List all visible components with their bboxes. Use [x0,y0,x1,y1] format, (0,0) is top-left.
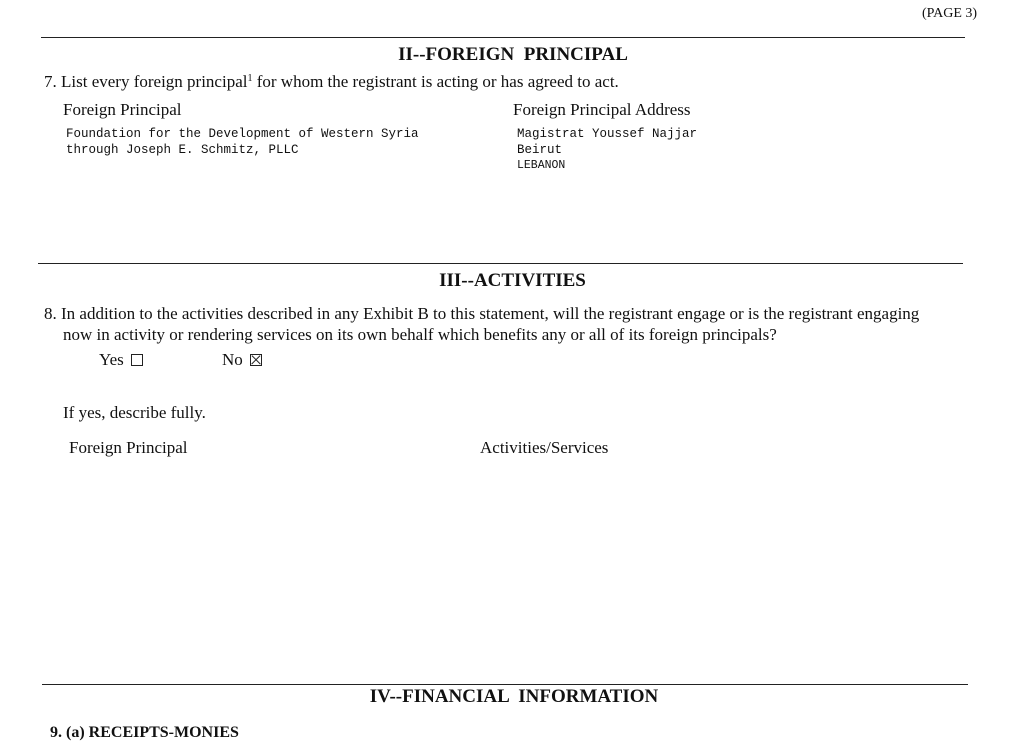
section4-top-rule [42,684,968,685]
page-number: (PAGE 3) [922,6,978,21]
question-7-text [61,72,619,91]
section3-title: III--ACTIVITIES [439,270,586,291]
question-9-partial: 9. (a) RECEIPTS-MONIES [50,724,239,741]
address-line: Magistrat Youssef Najjar [517,127,698,141]
no-checkbox[interactable] [250,354,262,366]
question-7 [44,72,619,92]
no-option[interactable] [222,350,262,370]
foreign-principal-header: Foreign Principal [63,100,182,119]
activities-principal-header: Foreign Principal [69,438,188,457]
activities-services-header: Activities/Services [480,438,609,457]
foreign-principal-address [517,126,697,174]
foreign-principal-address-header: Foreign Principal Address [513,100,691,119]
section4-title: IV--FINANCIAL INFORMATION [369,686,659,707]
section2-top-rule [41,37,965,38]
question-7-number: 7. [44,72,57,91]
yes-checkbox[interactable] [131,354,143,366]
question-7-text-start: List every foreign principal [61,72,248,91]
section2-title: II--FOREIGN PRINCIPAL [398,44,628,65]
yes-option[interactable] [99,350,143,370]
section3-top-rule [38,263,963,264]
question-8-line1 [44,303,919,324]
describe-instruction: If yes, describe fully. [63,403,206,422]
foreign-principal-name [66,126,419,158]
question-8-number: 8. [44,304,57,323]
yes-label: Yes [99,350,124,369]
footnote-marker: 1 [247,73,253,84]
question-8 [44,303,919,345]
question-8-text: In addition to the activities described in any Exhibit B to this statement, will the registrant engage or is the registrant engaging [61,304,920,323]
no-label: No [222,350,243,369]
address-line: Beirut [517,143,563,157]
principal-line: Foundation for the Development of Western Syria [66,127,419,141]
question-7-text-end: for whom the registrant is acting or has agreed to act. [252,72,619,91]
question-8-line2: now in activity or rendering services on its own behalf which benefits any or all of its foreign principals? [63,325,777,344]
address-line: LEBANON [517,159,566,172]
principal-line: through Joseph E. Schmitz, PLLC [66,143,299,157]
